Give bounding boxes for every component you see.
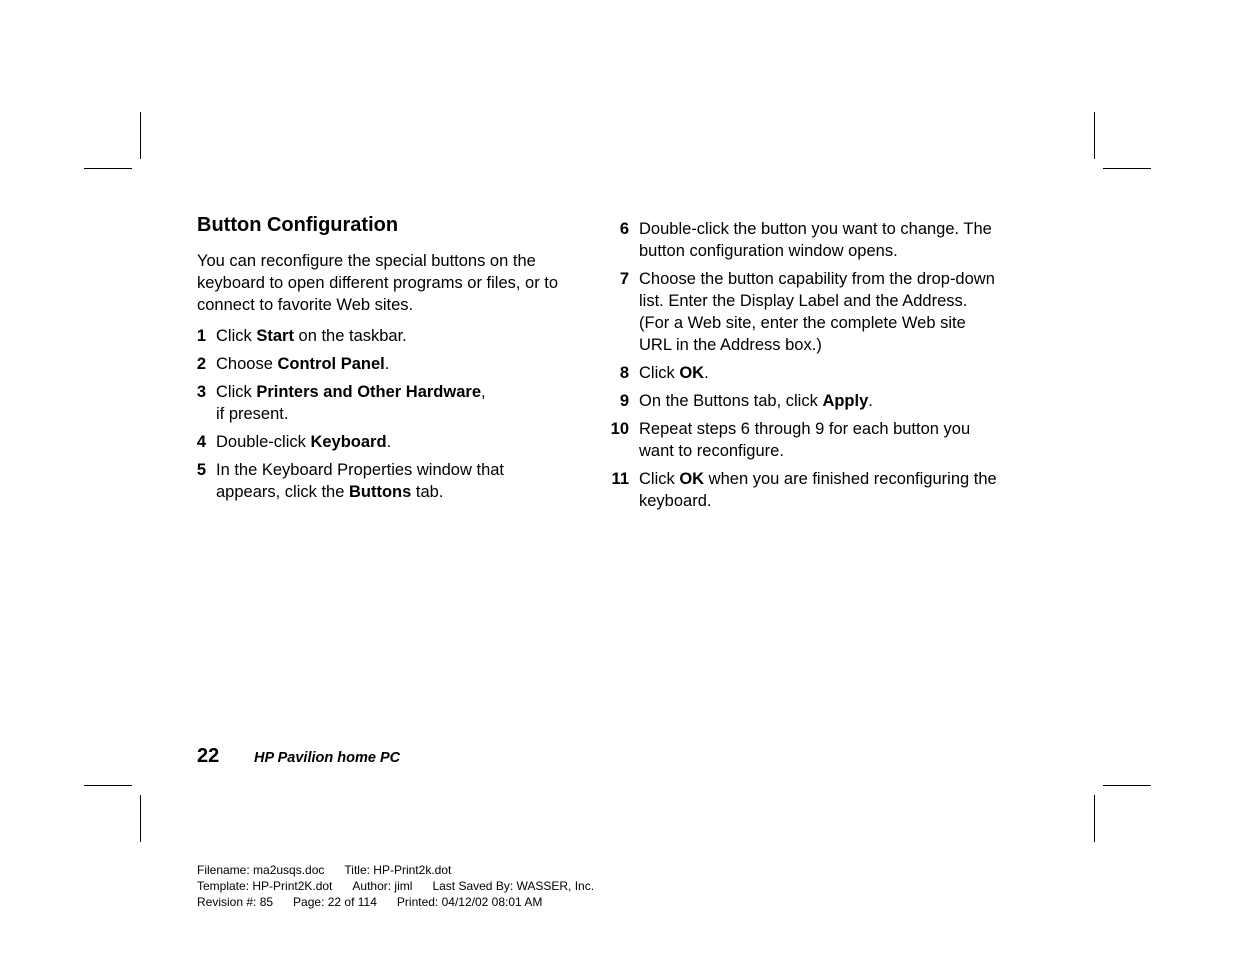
step-text: On the Buttons tab, click Apply. xyxy=(639,392,873,410)
crop-mark-bottom-right-vertical xyxy=(1094,795,1095,842)
step-number: 4 xyxy=(196,433,206,451)
step-text: In the Keyboard Properties window that appears, click the Buttons tab. xyxy=(216,461,505,501)
step-number: 7 xyxy=(619,270,629,288)
crop-mark-top-left-vertical xyxy=(140,112,141,159)
step-item xyxy=(600,268,1000,356)
step-text: Click Start on the taskbar. xyxy=(216,327,407,345)
step-text: Double-click Keyboard. xyxy=(216,433,392,451)
step-text: Click Printers and Other Hardware, if present. xyxy=(216,383,486,423)
step-text: Choose the button capability from the drop-down list. Enter the Display Label and the Address. (For a Web site, enter the complete Web site URL in the Address box.) xyxy=(639,270,995,354)
step-item xyxy=(600,218,1000,262)
step-item xyxy=(190,381,570,425)
metadata-filename: Filename: ma2usqs.doc xyxy=(197,863,325,877)
intro-paragraph: You can reconfigure the special buttons on the keyboard to open different programs or files, or to connect to favorite Web sites. xyxy=(197,252,559,314)
step-number: 1 xyxy=(196,327,206,345)
step-item xyxy=(600,362,1000,384)
crop-mark-top-right-horizontal xyxy=(1103,168,1151,169)
metadata-printed: Printed: 04/12/02 08:01 AM xyxy=(396,895,543,909)
step-text: Double-click the button you want to change. The button configuration window opens. xyxy=(639,220,992,260)
step-item xyxy=(600,468,1000,512)
steps-list-right xyxy=(600,218,1000,518)
step-item xyxy=(190,353,570,375)
step-number: 11 xyxy=(611,470,629,488)
step-text: Click OK. xyxy=(639,364,709,382)
step-item xyxy=(190,431,570,453)
metadata-line-3 xyxy=(197,894,562,910)
crop-mark-bottom-left-vertical xyxy=(140,795,141,842)
step-number: 5 xyxy=(196,461,206,479)
step-number: 10 xyxy=(610,420,629,438)
crop-mark-top-right-vertical xyxy=(1094,112,1095,159)
metadata-line-2 xyxy=(197,878,614,894)
step-text: Choose Control Panel. xyxy=(216,355,390,373)
step-number: 3 xyxy=(196,383,206,401)
step-text: Click OK when you are finished reconfiguring the keyboard. xyxy=(639,470,997,510)
metadata-page: Page: 22 of 114 xyxy=(293,895,377,909)
step-number: 2 xyxy=(196,355,206,373)
step-text: Repeat steps 6 through 9 for each button you want to reconfigure. xyxy=(639,420,971,460)
step-number: 8 xyxy=(619,364,629,382)
metadata-author: Author: jiml xyxy=(352,879,413,893)
page-number: 22 xyxy=(197,745,220,767)
step-item xyxy=(600,418,1000,462)
running-head: HP Pavilion home PC xyxy=(254,750,401,766)
steps-list-left xyxy=(190,325,570,509)
metadata-line-1 xyxy=(197,862,471,878)
step-item xyxy=(600,390,1000,412)
metadata-revision: Revision #: 85 xyxy=(197,895,274,909)
metadata-template: Template: HP-Print2K.dot xyxy=(197,879,333,893)
section-heading: Button Configuration xyxy=(197,214,399,236)
crop-mark-top-left-horizontal xyxy=(84,168,132,169)
step-item xyxy=(190,459,570,503)
crop-mark-bottom-left-horizontal xyxy=(84,785,132,786)
crop-mark-bottom-right-horizontal xyxy=(1103,785,1151,786)
metadata-title: Title: HP-Print2k.dot xyxy=(344,863,452,877)
step-number: 6 xyxy=(619,220,629,238)
step-number: 9 xyxy=(619,392,629,410)
step-item xyxy=(190,325,570,347)
metadata-last-saved: Last Saved By: WASSER, Inc. xyxy=(432,879,595,893)
